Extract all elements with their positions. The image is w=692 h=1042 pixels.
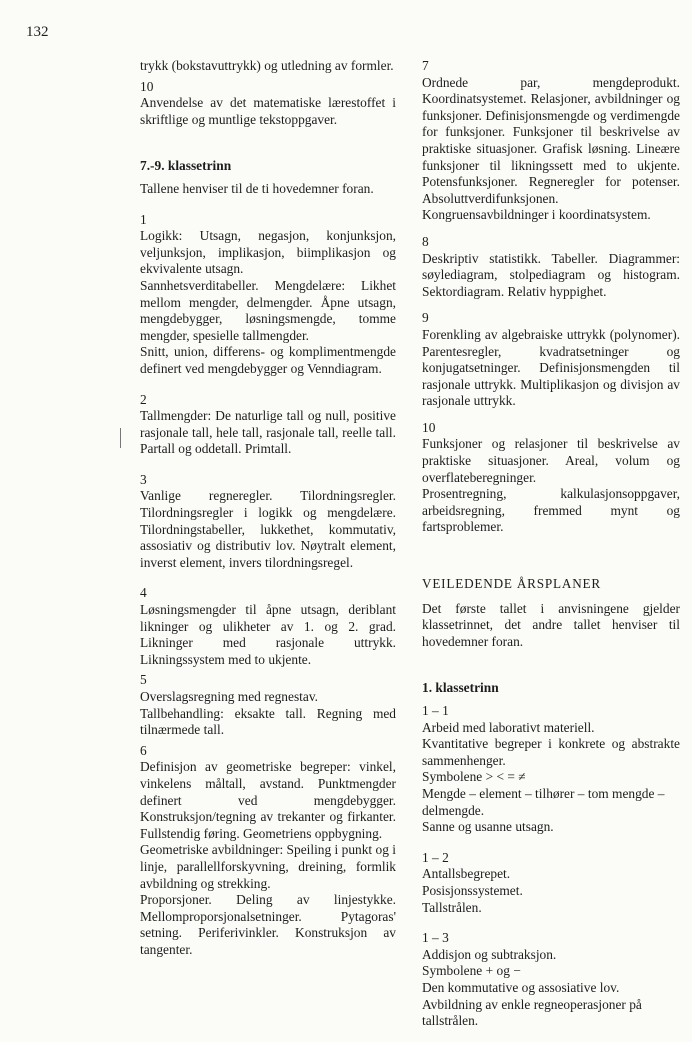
plan-line: Arbeid med laborativt materiell.	[422, 719, 595, 735]
topic-text-10b: Prosentregning, kalkulasjonsoppgaver, arbeidsregning, fremmed mynt og fartsproblemer.	[422, 486, 680, 535]
topic-text-10a: Funksjoner og relasjoner til beskrivelse av praktiske situasjoner. Areal, volum og overflateberegninger.	[422, 436, 680, 485]
topic-text-6c: Proporsjoner. Deling av linjestykke. Mellomproporsjonalsetninger. Pytagoras' setning. Periferivinkler. Konstruksjon av tangenter.	[140, 892, 396, 957]
page-number: 132	[26, 24, 49, 40]
plan-code-1-2: 1 – 2	[422, 849, 449, 865]
plan-line: Sanne og usanne utsagn.	[422, 819, 554, 835]
topic-text-9: Forenkling av algebraiske uttrykk (polynomer). Parentesregler, kvadratsetninger og konjugatsetninger. Definisjonsmengden til rasjonale uttrykk. Multiplikasjon og divisjon av rasjonale uttrykk.	[422, 326, 680, 409]
topic-text-5a: Overslagsregning med regnestav.	[140, 689, 318, 704]
plan-line: Antallsbegrepet.	[422, 866, 511, 882]
topic-text-3: Vanlige regneregler. Tilordningsregler. Tilordningsregler i logikk og mengdelære. Tilordningstabeller, lukkethet, kommutativ, assosiativ og distributiv lov. Nøytralt element, inverst element, invers tilordningsregel.	[140, 488, 396, 570]
topic-text-1b: Sannhetsverditabeller. Mengdelære: Likhet mellom mengder, delmengder. Åpne utsagn, mengdebygger, løsningsmengde, tomme mengder, spesielle tallmengder.	[140, 277, 396, 343]
topic-text-2: Tallmengder: De naturlige tall og null, positive rasjonale tall, hele tall, rasjonale tall, reelle tall. Partall og oddetall. Primtall.	[140, 408, 396, 457]
topic-text-6b: Geometriske avbildninger: Speiling i punkt og i linje, parallellforskyvning, dreining, formlik avbildning og strekking.	[140, 842, 396, 891]
margin-mark	[120, 428, 121, 448]
intro-continuation: trykk (bokstavuttrykk) og utledning av formler.	[140, 58, 394, 73]
topic-number-8: 8	[422, 233, 429, 249]
topic-number-9: 9	[422, 310, 429, 326]
plan-line: Tallstrålen.	[422, 899, 482, 915]
topic-number-10: 10	[422, 419, 436, 435]
topic-number-2: 2	[140, 391, 147, 407]
section-note: Det første tallet i anvisningene gjelder klassetrinnet, det andre tallet henviser til hovedemner foran.	[422, 600, 680, 649]
plan-code-1-3: 1 – 3	[422, 930, 449, 946]
right-column	[422, 58, 680, 1034]
topic-text-4: Løsningsmengder til åpne utsagn, deriblant likninger og ulikheter av 1. og 2. grad. Likninger med rasjonale uttrykk. Likningssystem med to ukjente.	[140, 602, 396, 667]
plan-line: Mengde – element – tilhører – tom mengde – delmengde.	[422, 785, 665, 818]
topic-number-5: 5	[140, 672, 147, 688]
plan-code-1-1: 1 – 1	[422, 703, 449, 718]
plan-line: Symbolene + og −	[422, 963, 521, 979]
topic-number-10: 10	[140, 78, 154, 94]
topic-note: Tallene henviser til de ti hovedemner foran.	[140, 180, 374, 196]
topic-number-6: 6	[140, 742, 147, 758]
topic-text-10: Anvendelse av det matematiske lærestoffet i skriftlige og muntlige tekstoppgaver.	[140, 95, 396, 127]
plan-line: Symbolene > < = ≠	[422, 769, 526, 785]
topic-text-7: Ordnede par, mengdeprodukt. Koordinatsystemet. Relasjoner, avbildninger og funksjoner. Definisjonsmengde og verdimengde for funksjoner. Funksjoner til beskrivelse av praktiske situasjoner. Grafisk løsning. Lineære funksjoner til likningssett med to ukjente. Potensfunksjoner. Regneregler for potenser. Absoluttverdifunksjonen. Kongruensavbildninger i koordinatsystem.	[422, 74, 680, 223]
topic-text-1c: Snitt, union, differens- og komplimentmengde definert ved mengdebygger og Venndiagram.	[140, 344, 396, 376]
topic-number-7: 7	[422, 58, 429, 73]
left-column	[140, 58, 396, 963]
topic-number-3: 3	[140, 471, 147, 487]
grade-heading-7-9: 7.-9. klassetrinn	[140, 158, 232, 174]
topic-number-1: 1	[140, 211, 147, 227]
section-title: VEILEDENDE ÅRSPLANER	[422, 576, 602, 592]
topic-text-5b: Tallbehandling: eksakte tall. Regning med tilnærmede tall.	[140, 705, 396, 738]
plan-line: Kvantitative begreper i konkrete og abstrakte sammenhenger.	[422, 736, 680, 768]
grade-heading-1: 1. klassetrinn	[422, 680, 499, 696]
topic-text-1a: Logikk: Utsagn, negasjon, konjunksjon, veljunksjon, implikasjon, biimplikasjon og ekvivalente utsagn.	[140, 228, 396, 277]
topic-text-6a: Definisjon av geometriske begreper: vinkel, vinkelens måltall, avstand. Punktmengder definert ved mengdebygger. Konstruksjon/tegning av trekanter og firkanter. Fullstendig føring. Geometriens oppbygning.	[140, 759, 396, 841]
plan-line: Addisjon og subtraksjon.	[422, 946, 557, 962]
topic-text-8: Deskriptiv statistikk. Tabeller. Diagrammer: søylediagram, stolpediagram og histogram. Sektordiagram. Relativ hyppighet.	[422, 250, 680, 299]
topic-number-4: 4	[140, 585, 147, 601]
plan-line: Posisjonssystemet.	[422, 882, 523, 898]
plan-line: Den kommutative og assosiative lov. Avbildning av enkle regneoperasjoner på tallstrålen.	[422, 979, 642, 1029]
